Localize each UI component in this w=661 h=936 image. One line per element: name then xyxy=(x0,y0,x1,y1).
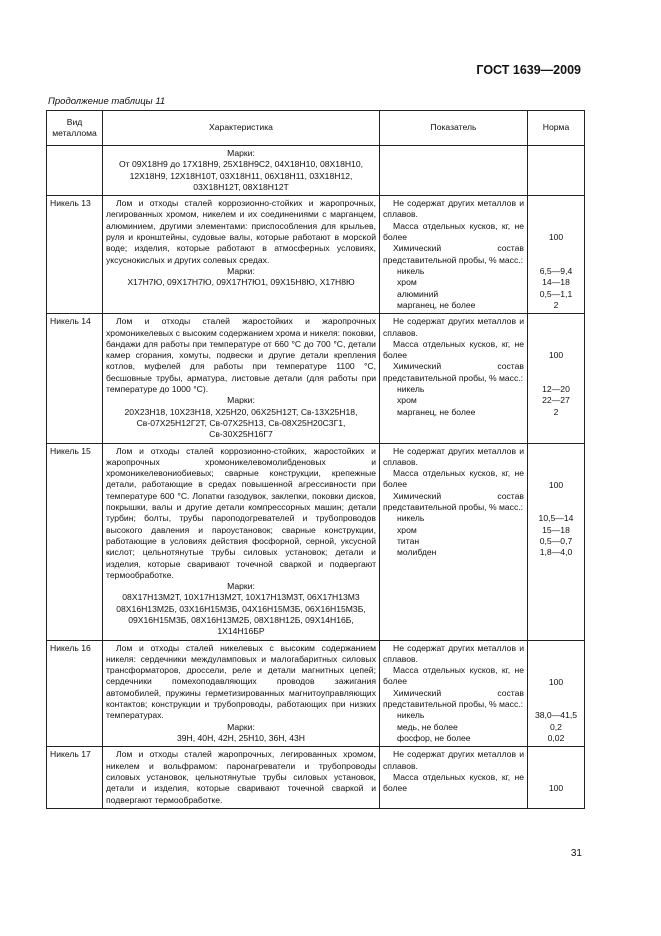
indicator-no-other-metals: Не содержат других металлов и сплавов. xyxy=(383,198,524,220)
characteristic-text: Лом и отходы сталей жаростойких и жаропрочных хромоникелевых с высоким содержанием хрома и никеля: поковки, бандажи для работы при температуре от 660 °С до 700 °С, детали камер сгорания, хомуты, подвески и другие детали крепления котлов, муфелей для работы при температуре 1100 °С, бесшовные трубы, арматура, листовые детали (для работы при температуре до 1000 °С). xyxy=(106,316,376,395)
indicator-chemical: Химический состав представительной пробы, % масс.: xyxy=(383,243,524,265)
characteristic-text: Лом и отходы сталей коррозионно-стойких и жаропрочных, легированных хромом, никелем и их соединениями с марганцем, алюминием, другими элементами: приспособления для крыльев, руля и кронштейны, судовые валы, которые работают в морской воде; изделия, которые работают в атмосферных условиях, уксуснокислых и других солевых средах. xyxy=(106,198,376,265)
norm-value: 0,5—1,1 xyxy=(539,288,573,299)
norm-mass: 100 xyxy=(548,783,564,794)
indicator-no-other-metals: Не содержат других металлов и сплавов. xyxy=(383,642,524,664)
norm-value: 1,8—4,0 xyxy=(539,547,573,558)
grades-label: Марки: xyxy=(227,581,255,592)
column-header-characteristic: Характеристика xyxy=(103,111,380,146)
grades-list: 39Н, 40Н, 42Н, 25Н10, 36Н, 43Н xyxy=(176,732,306,743)
grades-label: Марки: xyxy=(227,148,255,158)
element-name: молибден xyxy=(397,547,437,558)
grades-list: От 09Х18Н9 до 17Х18Н9, 25Х18Н9С2, 04Х18Н10, 08Х18Н10, 12Х18Н9, 12Х18Н10Т, 03Х18Н11, 06Х18Н11, 03Х18Н12, 03Х18Н12Т, 08Х18Н12Т xyxy=(118,159,363,192)
norm-value: 14—18 xyxy=(542,277,570,288)
norm-value: 22—27 xyxy=(542,395,570,406)
indicator-chemical: Химический состав представительной пробы, % масс.: xyxy=(383,361,524,383)
scrap-table xyxy=(46,110,585,809)
scrap-kind: Никель 16 xyxy=(47,640,103,747)
table-row xyxy=(47,747,585,808)
scrap-kind: Никель 15 xyxy=(47,443,103,640)
indicator-mass: Масса отдельных кусков, кг, не более xyxy=(383,665,524,687)
indicator-no-other-metals: Не содержат других металлов и сплавов. xyxy=(383,316,524,338)
table-row xyxy=(47,640,585,747)
characteristic-text: Лом и отходы сталей коррозионно-стойких, жаростойких и жаропрочных хромоникелевомолибденовых и хромоникелевониобиевых; сварные конструкции, крепежные детали, работающие в средах повышенной агрессивности при температуре 600 °С. Лопатки газодувок, заклепки, поковки дисков, покрышки, валы и другие детали компрессорных машин; детали турбин; болты, трубы пароподогревателей и трубопроводов высокого давления и пароустановок; сварные конструкции, работающие в условиях действия фосфорной, серной, уксусной кислот; цельнотянутые трубы силовых установок; детали и изделия, которые сваривают точечной сваркой и подвергают термообработке. xyxy=(106,445,376,580)
page-number: 31 xyxy=(570,848,582,859)
table-row xyxy=(47,196,585,314)
element-name: хром xyxy=(397,524,417,535)
grades-list: 08Х17Н13М2Т, 10Х17Н13М2Т, 10Х17Н13М3Т, 06Х17Н13М3 08Х16Н13М2Б, 03Х16Н15М3Б, 04Х16Н15М3Б, 06Х16Н15М3Б, 09Х16Н15М3Б, 08Х16Н13М2Б, 08Х18Н12Б, 09Х14Н16Б, 1Х14Н16БР xyxy=(116,592,366,637)
norm-value: 0,02 xyxy=(547,733,565,744)
element-name: хром xyxy=(397,395,417,406)
table-row xyxy=(47,443,585,640)
grades-label: Марки: xyxy=(227,395,255,406)
column-header-norm: Норма xyxy=(528,111,585,146)
norm-value: 38,0—41,5 xyxy=(534,710,578,721)
indicator-mass: Масса отдельных кусков, кг, не более xyxy=(383,468,524,490)
element-name: титан xyxy=(397,535,420,546)
norm-value: 6,5—9,4 xyxy=(539,266,573,277)
element-name: никель xyxy=(397,265,425,276)
characteristic-text: Лом и отходы сталей жаропрочных, легированных хромом, никелем и вольфрамом: паронагреватели и трубопроводы силовых установок, цельнотянутые трубы силовых установок, детали и изделия, которые сваривают точечной сваркой и подвергают термообработке. xyxy=(106,749,376,805)
norm-value: 12—20 xyxy=(542,384,570,395)
standard-number: ГОСТ 1639—2009 xyxy=(476,63,581,77)
element-name: марганец, не более xyxy=(397,406,476,417)
grades-list: 20Х23Н18, 10Х23Н18, Х25Н20, 06Х25Н12Т, Св-13Х25Н18, Св-07Х25Н12Г2Т, Св-07Х25Н13, Св-08Х25Н20С3Г1, Св-30Х25Н16Г7 xyxy=(124,406,358,440)
norm-value: 0,2 xyxy=(550,721,562,732)
element-name: марганец, не более xyxy=(397,299,476,310)
table-row-continuation xyxy=(47,146,585,196)
characteristic-text: Лом и отходы сталей никелевых с высоким содержанием никеля: сердечники междуламповых и малогабаритных силовых трансформаторов, дроссели, реле и детали магнитных цепей; сердечники помехоподавляющих проводов зажигания автомобилей, пружины герметизированных магнитоуправляющих контактов; конструкции и трубопроводы, работающих при низких температурах. xyxy=(106,642,376,721)
grades-label: Марки: xyxy=(227,265,255,276)
element-name: фосфор, не более xyxy=(397,732,471,743)
indicator-mass: Масса отдельных кусков, кг, не более xyxy=(383,338,524,361)
scrap-kind: Никель 13 xyxy=(47,196,103,314)
norm-value: 2 xyxy=(553,406,559,417)
grades-list: Х17Н7Ю, 09Х17Н7Ю, 09Х17Н7Ю1, 09Х15Н8Ю, Х17Н8Ю xyxy=(127,277,355,288)
indicator-no-other-metals: Не содержат других металлов и сплавов. xyxy=(383,445,524,467)
indicator-mass: Масса отдельных кусков, кг, не более xyxy=(383,220,524,243)
element-name: никель xyxy=(397,513,425,524)
norm-value: 10,5—14 xyxy=(538,513,574,524)
element-name: никель xyxy=(397,384,425,395)
norm-mass: 100 xyxy=(548,232,564,243)
norm-value: 2 xyxy=(553,299,559,310)
scrap-kind: Никель 14 xyxy=(47,314,103,443)
element-name: никель xyxy=(397,710,425,721)
indicator-chemical: Химический состав представительной пробы, % масс.: xyxy=(383,687,524,710)
indicator-chemical: Химический состав представительной пробы, % масс.: xyxy=(383,490,524,513)
norm-mass: 100 xyxy=(548,479,564,490)
scrap-kind: Никель 17 xyxy=(47,747,103,808)
table-row xyxy=(47,314,585,443)
norm-value: 0,5—0,7 xyxy=(539,536,573,547)
indicator-mass: Масса отдельных кусков, кг, не более xyxy=(383,771,524,794)
norm-value: 15—18 xyxy=(542,524,570,535)
grades-label: Марки: xyxy=(227,721,255,732)
indicator-no-other-metals: Не содержат других металлов и сплавов. xyxy=(383,749,524,771)
column-header-kind: Вид металлома xyxy=(47,111,103,146)
table-header-row xyxy=(47,111,585,146)
table-caption: Продолжение таблицы 11 xyxy=(48,96,166,107)
norm-mass: 100 xyxy=(548,676,564,687)
column-header-indicator: Показатель xyxy=(380,111,528,146)
element-name: алюминий xyxy=(397,288,439,299)
element-name: хром xyxy=(397,277,417,288)
element-name: медь, не более xyxy=(397,721,458,732)
norm-mass: 100 xyxy=(548,350,564,361)
